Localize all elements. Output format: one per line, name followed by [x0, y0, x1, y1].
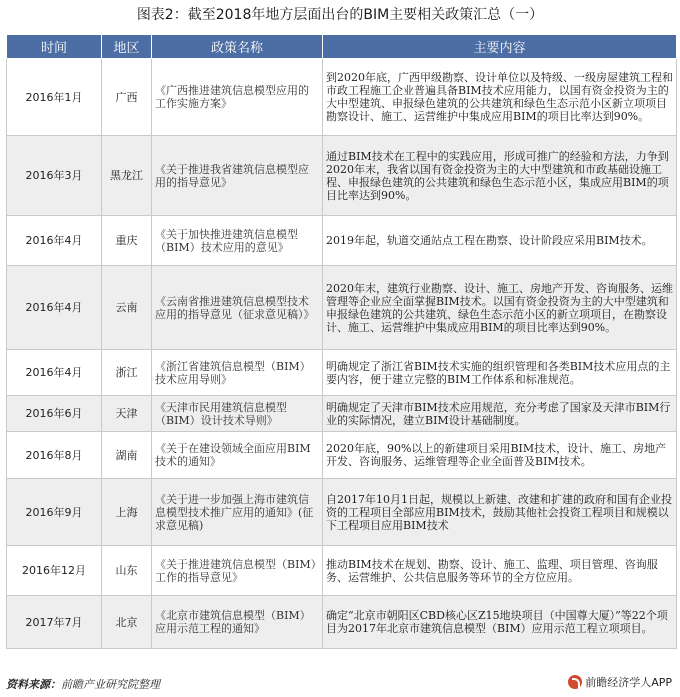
table-row [7, 479, 677, 546]
cell-policy: 《北京市建筑信息模型（BIM）应用示范工程的通知》 [152, 596, 323, 649]
cell-content: 2019年起，轨道交通站点工程在勘察、设计阶段应采用BIM技术。 [323, 216, 677, 266]
table-row [7, 59, 677, 136]
table-row [7, 432, 677, 479]
table-header-row [7, 35, 677, 59]
cell-policy: 《关于在建设领域全面应用BIM技术的通知》 [152, 432, 323, 479]
cell-time: 2016年8月 [7, 432, 102, 479]
cell-policy: 《天津市民用建筑信息模型（BIM）设计技术导则》 [152, 396, 323, 432]
table-row [7, 136, 677, 216]
source-label: 资料来源： [6, 678, 61, 691]
cell-region: 山东 [102, 546, 152, 596]
table-row [7, 396, 677, 432]
table-row [7, 216, 677, 266]
cell-time: 2016年4月 [7, 266, 102, 350]
page-title: 图表2：截至2018年地方层面出台的BIM主要相关政策汇总（一） [136, 7, 544, 23]
cell-content: 2020年末，建筑行业勘察、设计、施工、房地产开发、咨询服务、运维管理等企业应全面掌握BIM技术。以国有资金投资为主的大中型建筑和申报绿色建筑的公共建筑、绿色生态示范小区的新立项项目，在勘察设计、施工、运营维护中集成应用BIM的项目比率达到90%。 [323, 266, 677, 350]
header-main-content: 主要内容 [323, 35, 677, 59]
table-row [7, 266, 677, 350]
header-region: 地区 [102, 35, 152, 59]
cell-time: 2016年4月 [7, 350, 102, 396]
header-time: 时间 [7, 35, 102, 59]
cell-region: 北京 [102, 596, 152, 649]
cell-region: 重庆 [102, 216, 152, 266]
cell-policy: 《广西推进建筑信息模型应用的工作实施方案》 [152, 59, 323, 136]
cell-content: 自2017年10月1日起，规模以上新建、改建和扩建的政府和国有企业投资的工程项目全部应用BIM技术，鼓励其他社会投资工程项目和规模以下工程项目应用BIM技术 [323, 479, 677, 546]
source-note [6, 676, 160, 692]
cell-time: 2016年4月 [7, 216, 102, 266]
cell-time: 2016年6月 [7, 396, 102, 432]
cell-content: 通过BIM技术在工程中的实践应用，形成可推广的经验和方法，力争到2020年末，我省以国有资金投资为主的大中型建筑和市政基础设施工程、申报绿色建筑的公共建筑和绿色生态示范小区，集成应用BIM的项目比率达到90%。 [323, 136, 677, 216]
cell-content: 明确规定了天津市BIM技术应用规范，充分考虑了国家及天津市BIM行业的实际情况，建立BIM设计基础制度。 [323, 396, 677, 432]
source-text: 前瞻产业研究院整理 [61, 678, 160, 691]
cell-policy: 《关于加快推进建筑信息模型（BIM）技术应用的意见》 [152, 216, 323, 266]
cell-policy: 《浙江省建筑信息模型（BIM）技术应用导则》 [152, 350, 323, 396]
table-row [7, 546, 677, 596]
cell-policy: 《关于进一步加强上海市建筑信息模型技术推广应用的通知》(征求意见稿) [152, 479, 323, 546]
cell-policy: 《关于推进我省建筑信息模型应用的指导意见》 [152, 136, 323, 216]
brand-logo-icon [568, 675, 582, 689]
cell-region: 上海 [102, 479, 152, 546]
table-row [7, 350, 677, 396]
brand-name: 前瞻经济学人APP [585, 676, 672, 689]
cell-region: 湖南 [102, 432, 152, 479]
cell-region: 广西 [102, 59, 152, 136]
cell-region: 黑龙江 [102, 136, 152, 216]
cell-region: 浙江 [102, 350, 152, 396]
policy-table [6, 34, 677, 649]
cell-content: 确定“北京市朝阳区CBD核心区Z15地块项目（中国尊大厦）”等22个项目为2017年北京市建筑信息模型（BIM）应用示范工程立项项目。 [323, 596, 677, 649]
cell-time: 2016年1月 [7, 59, 102, 136]
cell-time: 2017年7月 [7, 596, 102, 649]
brand-credit [568, 674, 672, 690]
cell-time: 2016年3月 [7, 136, 102, 216]
table-row [7, 596, 677, 649]
cell-content: 到2020年底，广西甲级勘察、设计单位以及特级、一级房屋建筑工程和市政工程施工企业普遍具备BIM技术应用能力，以国有资金投资为主的大中型建筑、申报绿色建筑的公共建筑和绿色生态示范小区新立项项目勘察设计、施工、运营维护中集成应用BIM的项目比率达到90%。 [323, 59, 677, 136]
cell-content: 2020年底，90%以上的新建项目采用BIM技术，设计、施工、房地产开发、咨询服务、运维管理等企业全面普及BIM技术。 [323, 432, 677, 479]
cell-content: 推动BIM技术在规划、勘察、设计、施工、监理、项目管理、咨询服务、运营维护、公共信息服务等环节的全方位应用。 [323, 546, 677, 596]
header-policy-name: 政策名称 [152, 35, 323, 59]
cell-time: 2016年9月 [7, 479, 102, 546]
cell-region: 天津 [102, 396, 152, 432]
footer [0, 672, 680, 697]
cell-policy: 《云南省推进建筑信息模型技术应用的指导意见（征求意见稿）》 [152, 266, 323, 350]
cell-content: 明确规定了浙江省BIM技术实施的组织管理和各类BIM技术应用点的主要内容，便于建立完整的BIM工作体系和标准规范。 [323, 350, 677, 396]
cell-policy: 《关于推进建筑信息模型（BIM）工作的指导意见》 [152, 546, 323, 596]
cell-time: 2016年12月 [7, 546, 102, 596]
cell-region: 云南 [102, 266, 152, 350]
